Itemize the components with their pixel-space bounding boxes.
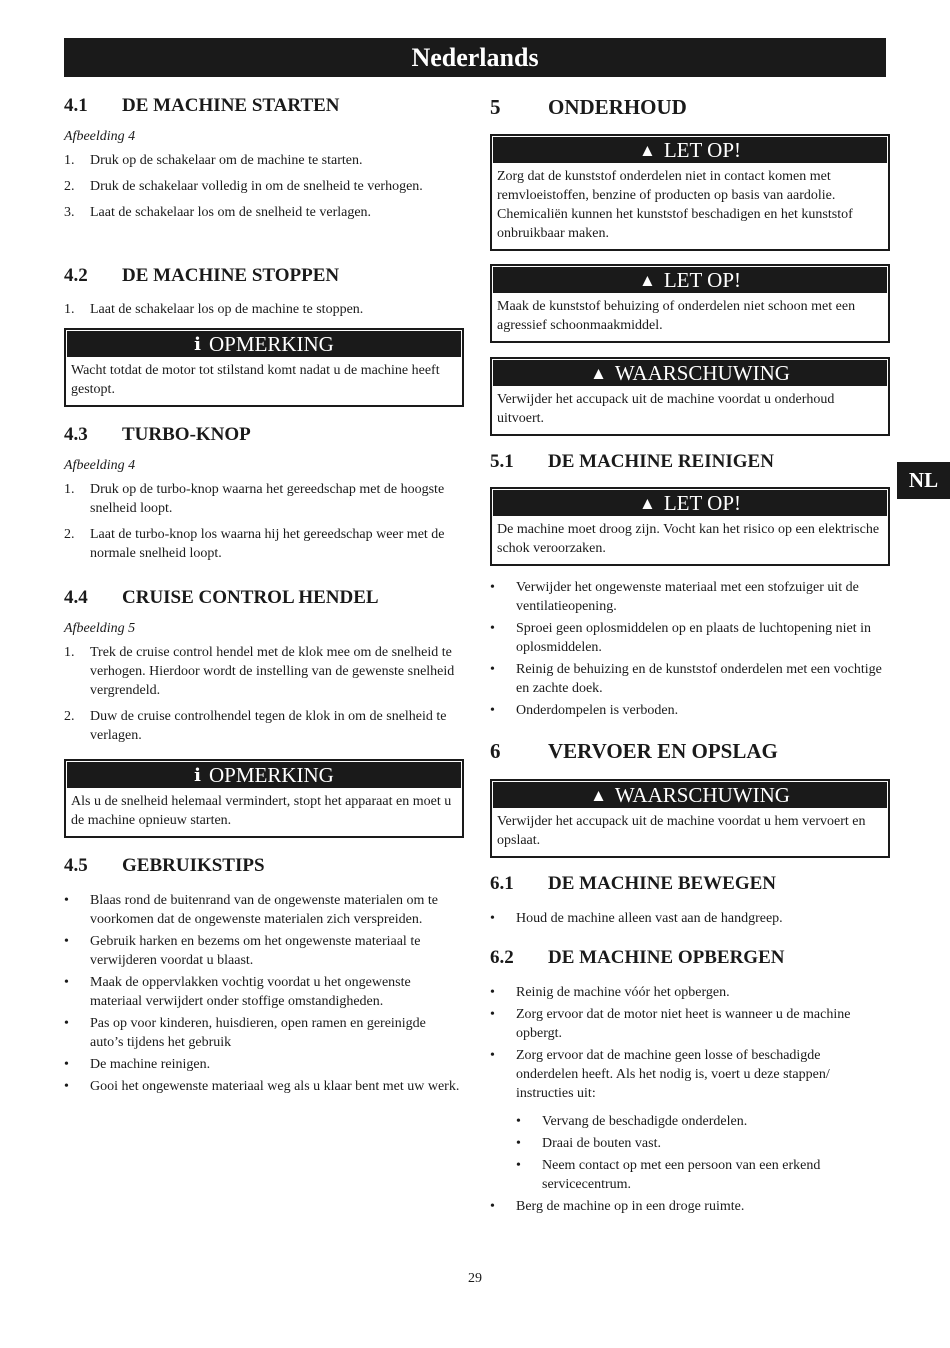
section-4-5 xyxy=(64,855,460,1099)
list-item: • Berg de machine op in een droge ruimte. xyxy=(490,1199,745,1214)
section-6-2 xyxy=(490,947,886,1219)
section-heading: 4.2 DE MACHINE STOPPEN xyxy=(64,265,340,286)
warning-header: ▲ WAARSCHUWING xyxy=(493,782,887,808)
note-box xyxy=(64,328,464,407)
warning-triangle-icon: ▲ xyxy=(590,364,607,383)
list-item: 1. Laat de schakelaar los op de machine te stoppen. xyxy=(64,302,364,317)
section-heading: 6.2 DE MACHINE OPBERGEN xyxy=(490,947,785,968)
list-item: 2. Druk de schakelaar volledig in om de snelheid te verhogen. xyxy=(64,179,423,194)
section-heading: 6.1 DE MACHINE BEWEGEN xyxy=(490,873,777,894)
caution-body: Zorg dat de kunststof onderdelen niet in contact komen met remvloeistoffen, benzine of producten op basis van aardolie. Chemicaliën kunnen het kunststof beschadigen en het kunststof onbruikbaar maken. xyxy=(497,169,853,241)
section-4-1 xyxy=(64,95,460,229)
section-4-3 xyxy=(64,424,460,570)
caution-header: ▲ LET OP! xyxy=(493,267,887,293)
section-heading: 4.5 GEBRUIKSTIPS xyxy=(64,855,265,876)
list-item: • Blaas rond de buitenrand van de ongewenste materialen om te voorkomen dat de ongewenste materialen zich verspreiden. xyxy=(64,893,438,927)
list-item: • Reinig de behuizing en de kunststof onderdelen met een vochtige en zachte doek. xyxy=(490,662,882,696)
list-item: • Zorg ervoor dat de motor niet heet is wanneer u de machine opbergt. xyxy=(490,1007,851,1041)
warning-box xyxy=(490,357,890,436)
section-heading: 5.1 DE MACHINE REINIGEN xyxy=(490,451,774,472)
warning-triangle-icon: ▲ xyxy=(590,786,607,805)
warning-triangle-icon: ▲ xyxy=(638,271,656,290)
list-item: • Pas op voor kinderen, huisdieren, open ramen en gereinigde auto’s tijdens het gebruik xyxy=(64,1016,426,1050)
bullet-list xyxy=(490,983,886,1216)
numbered-list xyxy=(64,300,460,319)
section-heading: 4.1 DE MACHINE STARTEN xyxy=(64,95,340,116)
bullet-list xyxy=(490,578,886,723)
sub-list-item: • Neem contact op met een persoon van een erkend servicecentrum. xyxy=(516,1158,821,1192)
info-icon: i xyxy=(194,765,201,786)
figure-reference: Afbeelding 4 xyxy=(64,129,136,144)
section-6 xyxy=(490,739,886,764)
section-heading: 4.3 TURBO-KNOP xyxy=(64,424,251,445)
caution-body: De machine moet droog zijn. Vocht kan het risico op een elektrische schok veroorzaken. xyxy=(497,522,880,556)
section-heading: 5 ONDERHOUD xyxy=(490,95,687,119)
note-body: Wacht totdat de motor tot stilstand komt nadat u de machine heeft gestopt. xyxy=(71,363,440,397)
page-number: 29 xyxy=(468,1271,482,1286)
warning-header: ▲ WAARSCHUWING xyxy=(493,360,887,386)
list-item: • Maak de oppervlakken vochtig voordat u het ongewenste materiaal verwijdert onder stoffige omstandigheden. xyxy=(64,975,411,1009)
numbered-list xyxy=(64,643,460,745)
language-tab: NL xyxy=(897,462,950,499)
list-item: 2. Duw de cruise controlhendel tegen de klok in om de snelheid te verlagen. xyxy=(64,709,447,743)
section-5-1 xyxy=(490,451,886,473)
bullet-list xyxy=(64,891,460,1096)
list-item: 3. Laat de schakelaar los om de snelheid te verlagen. xyxy=(64,205,372,220)
list-item: • De machine reinigen. xyxy=(64,1057,211,1072)
caution-box xyxy=(490,264,890,343)
info-icon: i xyxy=(194,334,201,355)
section-4-2 xyxy=(64,265,460,326)
numbered-list xyxy=(64,480,460,563)
page-title-banner: Nederlands xyxy=(64,38,886,77)
warning-box xyxy=(490,779,890,858)
warning-body: Verwijder het accupack uit de machine voordat u hem vervoert en opslaat. xyxy=(497,814,866,848)
figure-reference: Afbeelding 5 xyxy=(64,621,136,636)
sub-list-item: • Draai de bouten vast. xyxy=(516,1136,661,1151)
list-item: 2. Laat de turbo-knop los waarna hij het gereedschap weer met de normale snelheid loopt. xyxy=(64,527,445,561)
caution-box xyxy=(490,134,890,251)
list-item: • Houd de machine alleen vast aan de handgreep. xyxy=(490,911,783,926)
warning-body: Verwijder het accupack uit de machine voordat u onderhoud uitvoert. xyxy=(497,392,835,426)
bullet-list xyxy=(490,909,886,928)
list-item: • Gebruik harken en bezems om het ongewenste materiaal te verwijderen voordat u blaast. xyxy=(64,934,421,968)
warning-triangle-icon: ▲ xyxy=(638,141,656,160)
note-box xyxy=(64,759,464,838)
section-5 xyxy=(490,95,886,120)
warning-triangle-icon: ▲ xyxy=(638,494,656,513)
note-body: Als u de snelheid helemaal vermindert, stopt het apparaat en moet u de machine opnieuw starten. xyxy=(71,794,452,828)
caution-header: ▲ LET OP! xyxy=(493,137,887,163)
list-item: 1. Trek de cruise control hendel met de klok mee om de snelheid te verhogen. Hierdoor wordt de instelling van de gewenste snelheid vergrendeld. xyxy=(64,645,455,698)
list-item: • Verwijder het ongewenste materiaal met een stofzuiger uit de ventilatieopening. xyxy=(490,580,859,614)
list-item: 1. Druk op de turbo-knop waarna het gereedschap met de hoogste snelheid loopt. xyxy=(64,482,445,516)
section-heading: 4.4 CRUISE CONTROL HENDEL xyxy=(64,587,379,608)
section-6-1 xyxy=(490,873,886,935)
numbered-list xyxy=(64,151,460,222)
note-header: i OPMERKING xyxy=(67,762,461,788)
list-item: • Zorg ervoor dat de machine geen losse of beschadigde onderdelen heeft. Als het nodig is, voert u deze stappen/ instructies uit: xyxy=(490,1048,830,1101)
list-item: 1. Druk op de schakelaar om de machine te starten. xyxy=(64,153,363,168)
sub-list-item: • Vervang de beschadigde onderdelen. xyxy=(516,1114,748,1129)
list-item: • Sproei geen oplosmiddelen op en plaats de luchtopening niet in oplosmiddelen. xyxy=(490,621,871,655)
list-item: • Gooi het ongewenste materiaal weg als u klaar bent met uw werk. xyxy=(64,1079,460,1094)
note-header: i OPMERKING xyxy=(67,331,461,357)
caution-header: ▲ LET OP! xyxy=(493,490,887,516)
figure-reference: Afbeelding 4 xyxy=(64,458,136,473)
list-item: • Onderdompelen is verboden. xyxy=(490,703,679,718)
caution-box xyxy=(490,487,890,566)
section-4-4 xyxy=(64,587,460,752)
list-item: • Reinig de machine vóór het opbergen. xyxy=(490,985,730,1000)
caution-body: Maak de kunststof behuizing of onderdelen niet schoon met een agressief schoonmaakmiddel. xyxy=(497,299,856,333)
section-heading: 6 VERVOER EN OPSLAG xyxy=(490,739,778,763)
